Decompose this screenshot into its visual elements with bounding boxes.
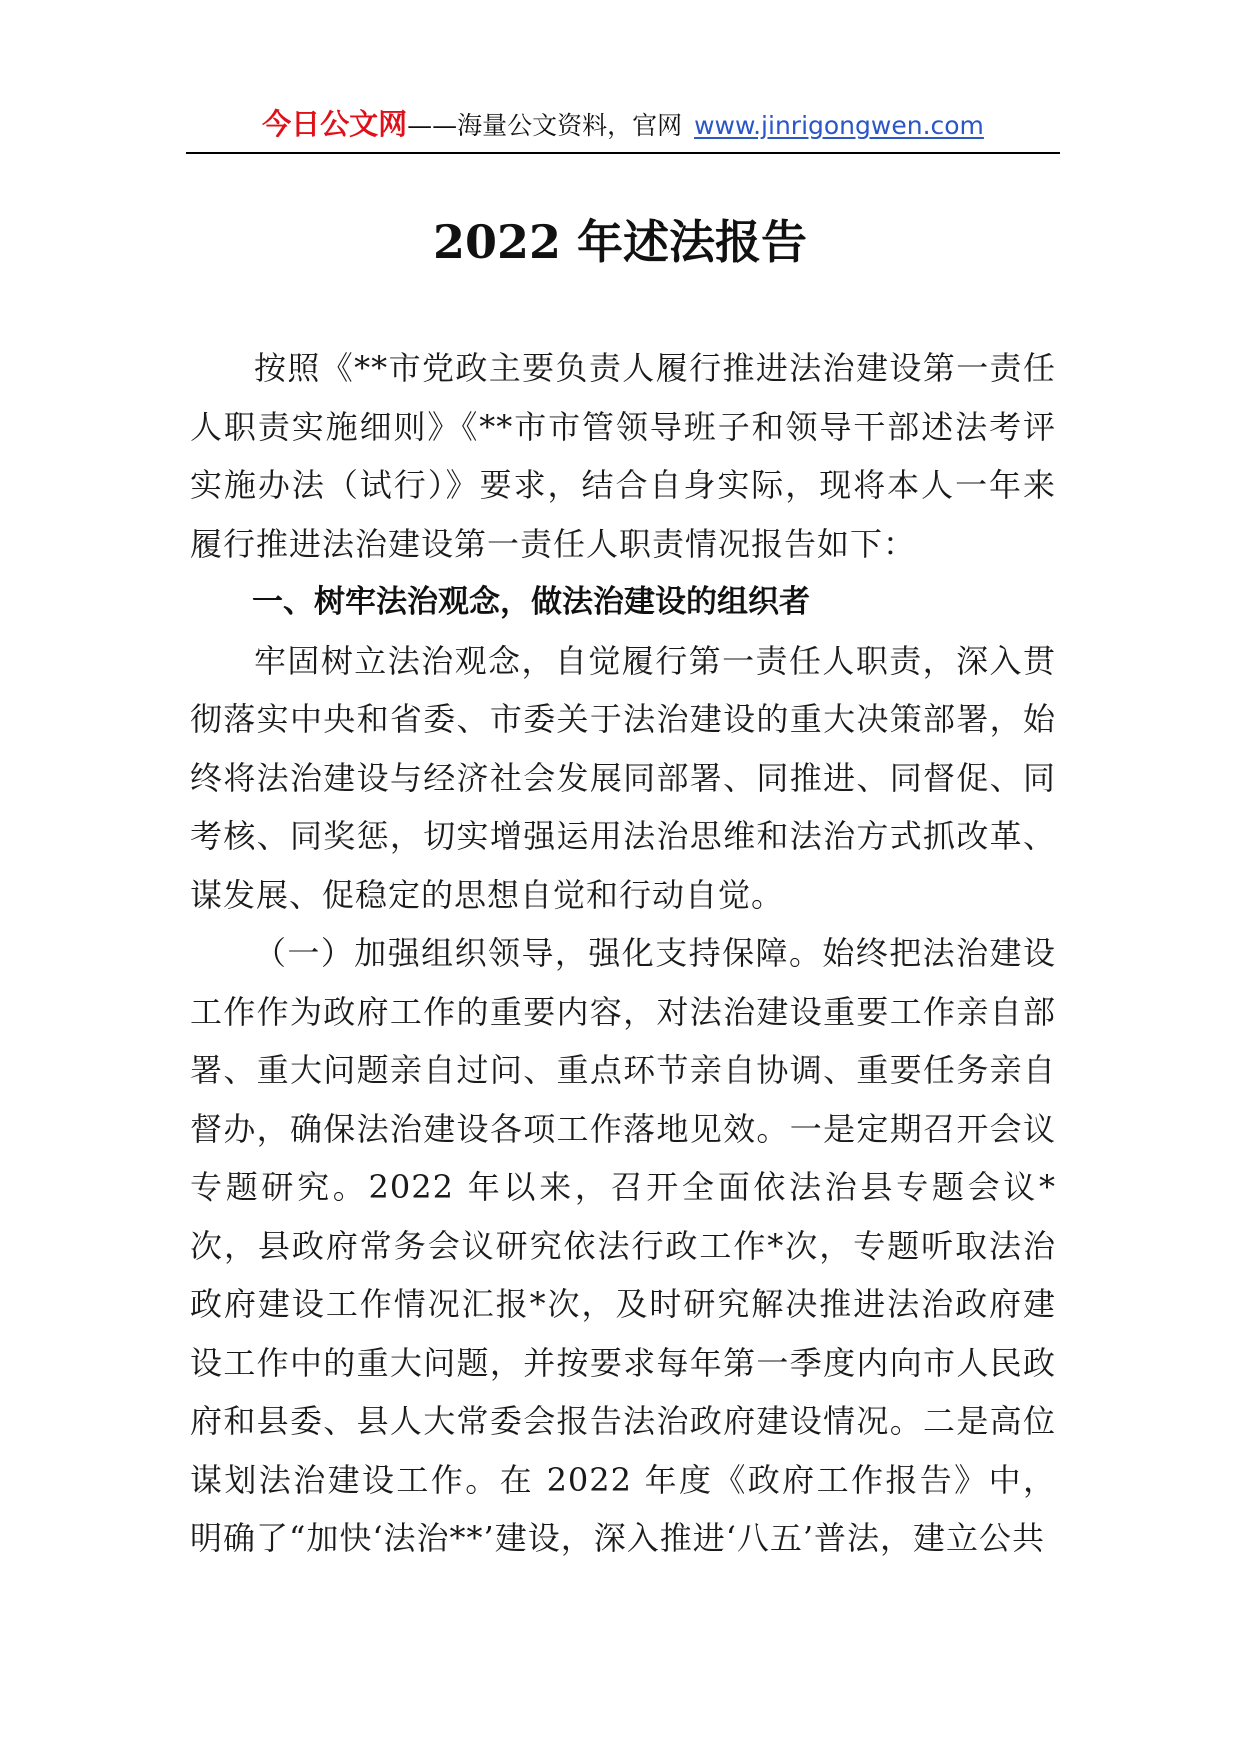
document-body [190,339,1056,1568]
header-slogan: ——海量公文资料，官网 [407,111,691,140]
section-1-paragraph: 牢固树立法治观念，自觉履行第一责任人职责，深入贯彻落实中央和省委、市委关于法治建设的重大决策部署，始终将法治建设与经济社会发展同部署、同推进、同督促、同考核、同奖惩，切实增强运用法治思维和法治方式抓改革、谋发展、促稳定的思想自觉和行动自觉。 [190,641,1056,914]
intro-paragraph: 按照《**市党政主要负责人履行推进法治建设第一责任人职责实施细则》《**市市管领导班子和领导干部述法考评实施办法（试行）》要求，结合自身实际，现将本人一年来履行推进法治建设第一责任人职责情况报告如下： [190,349,1056,563]
website-link[interactable]: www.jinrigongwen.com [694,111,984,140]
document-title: 2022 年述法报告 [432,215,808,269]
section-heading-1: 一、树牢法治观念，做法治建设的组织者 [252,584,810,620]
brand-name: 今日公文网 [262,107,408,141]
page-header [186,104,1060,154]
subsection-1-paragraph: （一）加强组织领导，强化支持保障。始终把法治建设工作作为政府工作的重要内容，对法治建设重要工作亲自部署、重大问题亲自过问、重点环节亲自协调、重要任务亲自督办，确保法治建设各项工作落地见效。一是定期召开会议专题研究。2022 年以来，召开全面依法治县专题会议*次，县政府常务会议研究依法行政工作*次，专题听取法治政府建设工作情况汇报*次，及时研究解决推进法治政府建设工作中的重大问题，并按要求每年第一季度内向市人民政府和县委、县人大常委会报告法治政府建设情况。二是高位谋划法治建设工作。在 2022 年度《政府工作报告》中，明确了“加快‘法治**’建设，深入推进‘八五’普法，建立公共 [190,934,1056,1557]
